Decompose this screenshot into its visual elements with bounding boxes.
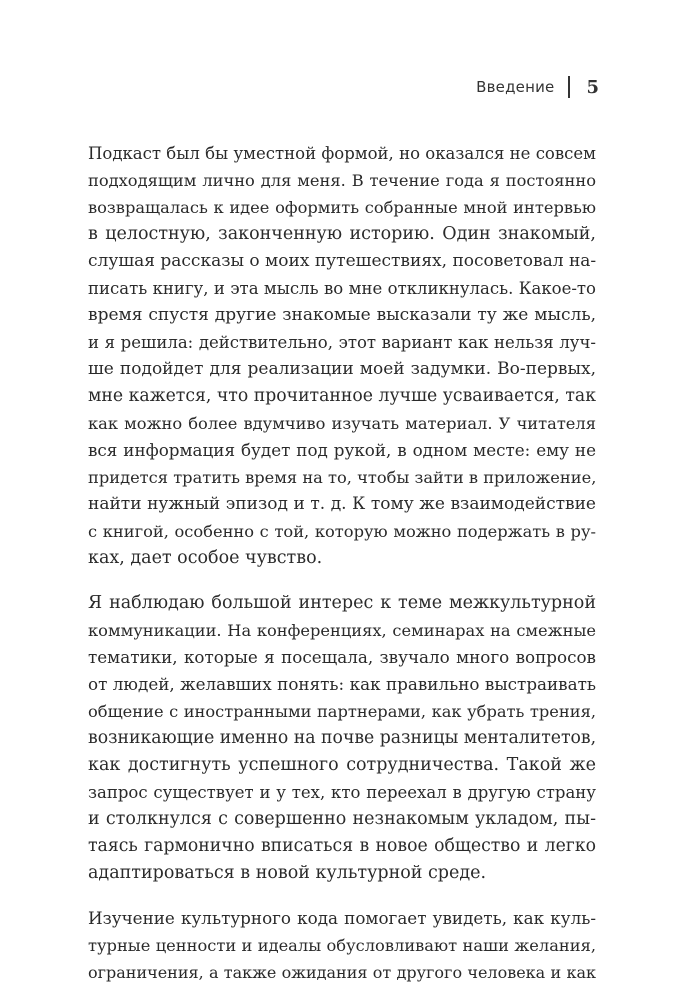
text-line: придется тратить время на то, чтобы зайти в приложение,: [88, 468, 597, 487]
text-line: как достигнуть успешного сотрудничества. Такой же: [88, 755, 596, 775]
text-line: Я наблюдаю большой интерес к теме межкультурной: [88, 593, 596, 613]
text-line: тематики, которые я посещала, звучало много вопросов: [88, 647, 596, 667]
text-line: и столкнулся с совершенно незнакомым укладом, пы-: [88, 809, 596, 829]
text-line: турные ценности и идеалы обусловливают наши желания,: [88, 936, 596, 955]
text-line: вся информация будет под рукой, в одном месте: ему не: [88, 440, 596, 460]
paragraph-3: [88, 905, 596, 986]
text-line: слушая рассказы о моих путешествиях, посоветовал на-: [88, 251, 597, 271]
text-line: и я решила: действительно, этот вариант как нельзя луч-: [88, 333, 596, 352]
body-text: [88, 140, 596, 1004]
text-line: адаптироваться в новой культурной среде.: [88, 863, 487, 883]
header-separator: [568, 76, 570, 98]
text-line: мне кажется, что прочитанное лучше усваивается, так: [88, 386, 596, 406]
page-number: 5: [586, 76, 599, 98]
text-line: возвращалась к идее оформить собранные мной интервью: [88, 198, 596, 217]
paragraph-1: [88, 140, 596, 572]
text-line: с книгой, особенно с той, которую можно подержать в ру-: [88, 522, 596, 541]
text-line: возникающие именно на почве разницы менталитетов,: [88, 728, 597, 748]
text-line: ше подойдет для реализации моей задумки. Во-первых,: [88, 359, 596, 379]
text-line: общение с иностранными партнерами, как убрать трения,: [88, 702, 596, 721]
text-line: Подкаст был бы уместной формой, но оказался не совсем: [88, 144, 596, 163]
text-line: время спустя другие знакомые высказали ту же мысль,: [88, 305, 596, 325]
text-line: как можно более вдумчиво изучать материал. У читателя: [88, 414, 596, 433]
section-title: Введение: [476, 78, 555, 96]
text-line: таясь гармонично вписаться в новое общество и легко: [88, 836, 596, 856]
text-line: в целостную, законченную историю. Один знакомый,: [88, 224, 596, 244]
text-line: коммуникации. На конференциях, семинарах на смежные: [88, 621, 596, 640]
running-head: [476, 76, 599, 98]
text-line: подходящим лично для меня. В течение года я постоянно: [88, 171, 596, 190]
text-line: писать книгу, и эта мысль во мне откликнулась. Какое-то: [88, 279, 596, 298]
text-line: ках, дает особое чувство.: [88, 548, 323, 568]
text-line: от людей, желавших понять: как правильно выстраивать: [88, 674, 596, 694]
text-line: найти нужный эпизод и т. д. К тому же взаимодействие: [88, 494, 596, 514]
text-line: ограничения, а также ожидания от другого человека и как: [88, 963, 596, 982]
text-line: запрос существует и у тех, кто переехал в другую страну: [88, 783, 596, 802]
text-line: Изучение культурного кода помогает увидеть, как куль-: [88, 908, 596, 928]
paragraph-2: [88, 590, 596, 887]
